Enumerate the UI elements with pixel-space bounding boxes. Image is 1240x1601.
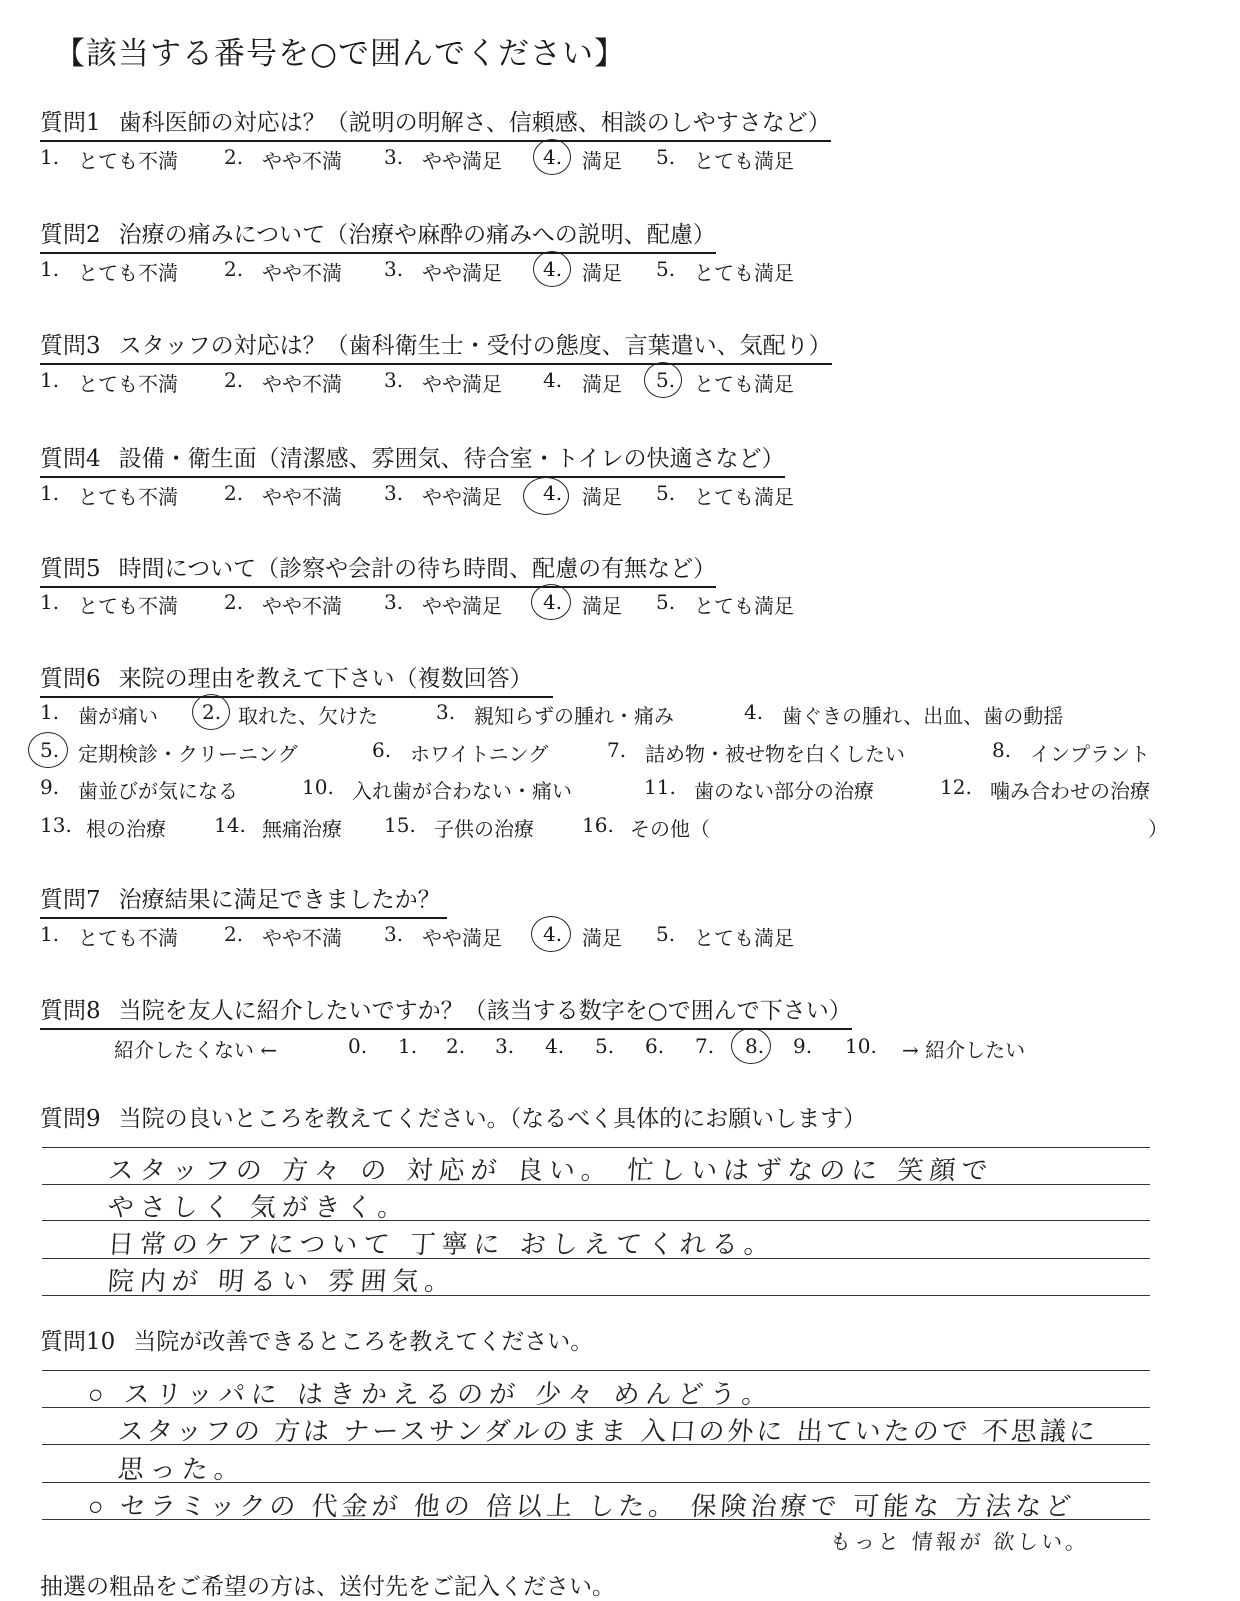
scale-number: 10. (845, 1034, 877, 1058)
question-number: 質問2 (40, 222, 101, 248)
question-number: 質問1 (40, 110, 101, 136)
option-label: やや不満 (262, 261, 342, 285)
question-number: 質問6 (40, 666, 101, 692)
handwritten-answer-line: 思った。 (116, 1455, 247, 1485)
answer-rule (42, 1147, 1150, 1148)
option-label: とても不満 (78, 926, 178, 950)
scale-number: 7. (695, 1034, 715, 1058)
option-number: 1. (40, 700, 60, 724)
option-number: 5. (656, 368, 676, 392)
option-label: 満足 (582, 261, 622, 285)
question-number: 質問7 (40, 887, 101, 913)
option-number: 4. (543, 590, 563, 614)
option-label: やや満足 (422, 372, 502, 396)
option-label: 噛み合わせの治療 (990, 779, 1150, 803)
question-6 (40, 660, 553, 698)
option-label: やや満足 (422, 594, 502, 618)
option-number: 11. (644, 775, 676, 799)
option-label: 満足 (582, 594, 622, 618)
option-number: 12. (940, 775, 972, 799)
option-label: 取れた、欠けた (238, 704, 378, 728)
option-number: 3. (436, 700, 456, 724)
scale-number: 0. (348, 1034, 368, 1058)
option-number: 2. (224, 590, 244, 614)
option-number: 3. (384, 257, 404, 281)
option-number: 5. (656, 922, 676, 946)
handwritten-answer-line: ○ セラミックの 代金が 他の 倍以上 した。 保険治療で 可能な 方法など (86, 1492, 1077, 1522)
option-number: 2. (224, 481, 244, 505)
option-label: とても満足 (694, 372, 794, 396)
option-number: 1. (40, 257, 60, 281)
option-number: 4. (543, 922, 563, 946)
option-label: 歯が痛い (78, 704, 158, 728)
option-label: 詰め物・被せ物を白くしたい (645, 742, 905, 766)
option-label: とても不満 (78, 149, 178, 173)
question-text: 治療の痛みについて（治療や麻酔の痛みへの説明、配慮） (118, 222, 716, 248)
scale-number: 6. (645, 1034, 665, 1058)
option-label: とても満足 (694, 594, 794, 618)
question-9 (40, 1100, 866, 1133)
option-label: やや不満 (262, 594, 342, 618)
question-number: 質問4 (40, 446, 101, 472)
question-text: 来院の理由を教えて下さい（複数回答） (118, 666, 533, 692)
option-label: やや満足 (422, 261, 502, 285)
question-text: 設備・衛生面（清潔感、雰囲気、待合室・トイレの快適さなど） (118, 446, 785, 472)
scale-number: 1. (398, 1034, 418, 1058)
selection-circle (28, 732, 68, 768)
question-4 (40, 440, 785, 478)
option-number: 3. (384, 145, 404, 169)
question-number: 質問5 (40, 556, 101, 582)
option-label: 満足 (582, 926, 622, 950)
option-number: 14. (214, 813, 246, 837)
option-number: 2. (224, 922, 244, 946)
option-label: とても不満 (78, 594, 178, 618)
option-label: とても不満 (78, 261, 178, 285)
option-number: 8. (992, 738, 1012, 762)
option-number: 4. (543, 257, 563, 281)
option-number: 4. (543, 368, 563, 392)
option-label: 定期検診・クリーニング (78, 742, 298, 766)
option-number: 15. (384, 813, 416, 837)
option-label: 歯ぐきの腫れ、出血、歯の動揺 (782, 704, 1064, 728)
option-label: やや不満 (262, 485, 342, 509)
form-instruction: 【該当する番号を○で囲んでください】 (54, 36, 627, 72)
option-number: 2. (202, 700, 222, 724)
option-number: 4. (744, 700, 764, 724)
option-number: 2. (224, 145, 244, 169)
footer-text: 抽選の粗品をご希望の方は、送付先をご記入ください。 (40, 1574, 615, 1600)
question-text: 治療結果に満足できましたか？ (118, 887, 441, 913)
option-number: 1. (40, 922, 60, 946)
option-label: やや満足 (422, 926, 502, 950)
option-label: 満足 (582, 372, 622, 396)
selection-circle (731, 1028, 771, 1064)
option-number: 5. (656, 590, 676, 614)
handwritten-answer-line: 日常のケアについて 丁寧に おしえてくれる。 (106, 1230, 777, 1260)
question-text: 当院を友人に紹介したいですか？（該当する数字を○で囲んで下さい） (118, 998, 852, 1024)
option-number: 4. (543, 481, 563, 505)
selection-circle (531, 584, 571, 620)
scale-number: 3. (495, 1034, 515, 1058)
question-number: 質問10 (40, 1329, 116, 1355)
option-number: 1. (40, 481, 60, 505)
question-number: 質問8 (40, 998, 101, 1024)
question-text: スタッフの対応は？（歯科衛生士・受付の態度、言葉遣い、気配り） (118, 333, 832, 359)
option-label: ホワイトニング (410, 742, 549, 766)
option-number: 5. (656, 145, 676, 169)
option-label: やや満足 (422, 149, 502, 173)
handwritten-answer-line: 院内が 明るい 雰囲気。 (106, 1267, 458, 1297)
option-number: 1. (40, 368, 60, 392)
handwritten-answer-line: もっと 情報が 欲しい。 (829, 1530, 1091, 1554)
option-label: 子供の治療 (434, 817, 534, 841)
option-label: とても満足 (694, 149, 794, 173)
scale-number: 4. (545, 1034, 565, 1058)
option-number: 5. (40, 738, 60, 762)
option-label: やや不満 (262, 372, 342, 396)
question-1 (40, 104, 831, 142)
question-3 (40, 327, 832, 365)
scale-number: 2. (446, 1034, 466, 1058)
selection-circle (192, 694, 230, 730)
option-label: 歯並びが気になる (78, 779, 238, 803)
scale-number: 9. (793, 1034, 813, 1058)
option-number: 3. (384, 922, 404, 946)
question-number: 質問3 (40, 333, 101, 359)
question-number: 質問9 (40, 1106, 101, 1132)
scale-number: 5. (595, 1034, 615, 1058)
question-7 (40, 881, 447, 919)
option-label: とても不満 (78, 485, 178, 509)
option-label: 無痛治療 (262, 817, 342, 841)
question-text: 時間について（診察や会計の待ち時間、配慮の有無など） (118, 556, 717, 582)
option-label: とても満足 (694, 261, 794, 285)
option-label: やや不満 (262, 926, 342, 950)
selection-circle (533, 251, 571, 287)
scale-number: 8. (745, 1034, 765, 1058)
selection-circle (531, 916, 571, 952)
option-label: とても満足 (694, 485, 794, 509)
question-2 (40, 216, 716, 254)
selection-circle (644, 362, 682, 398)
option-number: 2. (224, 368, 244, 392)
option-label: その他（ (630, 817, 710, 841)
handwritten-answer-line: ○ スリッパに はきかえるのが 少々 めんどう。 (86, 1380, 775, 1410)
option-label: 満足 (582, 149, 622, 173)
question-5 (40, 550, 716, 588)
scale-right-label: → 紹介したい (902, 1038, 1026, 1062)
option-number: 13. (40, 813, 72, 837)
option-number: 3. (384, 590, 404, 614)
option-number: 10. (302, 775, 334, 799)
option-number: 5. (656, 481, 676, 505)
handwritten-answer-line: やさしく 気がきく。 (106, 1193, 411, 1223)
option-label: やや不満 (262, 149, 342, 173)
option-label: とても満足 (694, 926, 794, 950)
question-text: 当院が改善できるところを教えてください。 (133, 1329, 594, 1355)
option-number: 16. (582, 813, 614, 837)
question-text: 歯科医師の対応は？（説明の明解さ、信頼感、相談のしやすさなど） (118, 110, 831, 136)
option-number: 3. (384, 481, 404, 505)
option-label: 親知らずの腫れ・痛み (474, 704, 674, 728)
option-number: 1. (40, 590, 60, 614)
option-number: 1. (40, 145, 60, 169)
option-number: 4. (543, 145, 563, 169)
option-label: 根の治療 (86, 817, 166, 841)
option-number: 6. (372, 738, 392, 762)
option-number: 7. (607, 738, 627, 762)
option-number: 9. (40, 775, 60, 799)
option-label: ） (1148, 817, 1168, 841)
option-label: インプラント (1030, 742, 1150, 766)
scale-left-label: 紹介したくない ← (114, 1038, 278, 1062)
option-number: 3. (384, 368, 404, 392)
option-number: 2. (224, 257, 244, 281)
question-8 (40, 992, 852, 1030)
option-label: やや満足 (422, 485, 502, 509)
handwritten-answer-line: スタッフの 方は ナースサンダルのまま 入口の外に 出ていたので 不思議に (116, 1417, 1100, 1447)
answer-rule (42, 1370, 1150, 1371)
option-number: 5. (656, 257, 676, 281)
handwritten-answer-line: スタッフの 方々 の 対応が 良い。 忙しいはずなのに 笑顔で (106, 1156, 995, 1186)
option-label: 入れ歯が合わない・痛い (352, 779, 572, 803)
option-label: 満足 (582, 485, 622, 509)
selection-circle (533, 139, 571, 175)
question-10 (40, 1323, 593, 1356)
selection-circle (523, 477, 569, 515)
question-text: 当院の良いところを教えてください。（なるべく具体的にお願いします） (118, 1106, 867, 1132)
option-label: とても不満 (78, 372, 178, 396)
option-label: 歯のない部分の治療 (694, 779, 874, 803)
